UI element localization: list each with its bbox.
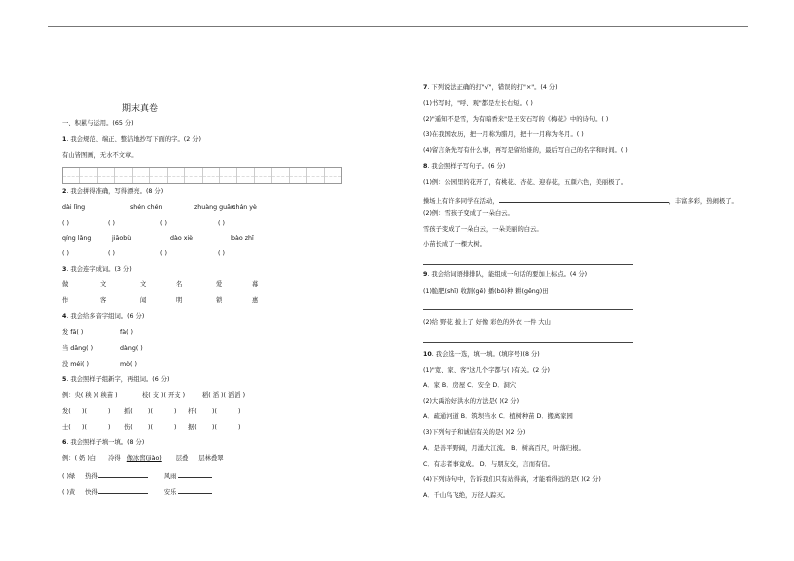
q5-blank[interactable]: ) xyxy=(108,424,111,431)
question-9: 9. 我会给词语排排队，能组成一句话的要加上标点。(4 分) xyxy=(423,271,588,278)
q5-blank[interactable]: )( xyxy=(212,424,217,431)
q10-options[interactable]: A．家 B．房屋 C．安全 D．洞穴 xyxy=(423,382,517,389)
q10-line[interactable]: (4)下列诗句中，告诉我们只有站得高，才能看得远的是( )(2 分) xyxy=(423,476,601,483)
q7-item[interactable]: (1)书写时，"呼、观"都是左长右短。( ) xyxy=(423,100,533,107)
question-6: 6. 我会照样子填一填。(8 分) xyxy=(62,439,145,446)
q5-blank[interactable]: 伤( xyxy=(124,424,133,431)
q5-blank[interactable]: )( xyxy=(148,408,153,415)
question-5: 5. 我会照样子组新字，再组词。(6 分) xyxy=(62,376,170,383)
char-item[interactable]: 锁 xyxy=(216,297,223,304)
q9-line: (2)给 野花 披上了 好像 彩色的外衣 一件 大山 xyxy=(423,319,551,326)
answer-blank[interactable] xyxy=(178,471,212,478)
q5-example-2: 枝( 支 )( 开支 ) xyxy=(142,392,186,399)
q5-blank[interactable]: ) xyxy=(238,424,241,431)
q6-example: 例：( 奶 )白 冷得 像冰窖(jiào) 层叠 层林叠翠 xyxy=(62,455,224,462)
answer-blank[interactable] xyxy=(98,487,148,494)
answer-blank[interactable] xyxy=(499,196,669,203)
q10-line[interactable]: (2)大禹治好洪水的方法是( )(2 分) xyxy=(423,398,520,405)
q5-blank[interactable]: 抓( xyxy=(124,408,133,415)
answer-paren[interactable]: ( ) xyxy=(108,220,115,227)
q10-options[interactable]: A．千山鸟飞绝，万径人踪灭。 xyxy=(423,492,510,499)
section-1-heading: 一、积累与运用。(65 分) xyxy=(62,120,134,127)
q9-line: (1)脆肥(shī) 收割(gē) 播(bō)种 耕(gēng)田 xyxy=(423,288,549,295)
q10-options[interactable]: C．有志者事竟成。 D．与朋友交，言而有信。 xyxy=(423,461,554,468)
char-item[interactable]: 惠 xyxy=(252,297,259,304)
char-item[interactable]: 作 xyxy=(62,297,69,304)
q7-item[interactable]: (2)"遥知不是雪，为有暗香来"是王安石写的《梅花》中的诗句。( ) xyxy=(423,116,609,123)
q10-line[interactable]: (1)"宽、家、客"这几个字都与( )有关。(2 分) xyxy=(423,367,551,374)
char-item[interactable]: 爱 xyxy=(216,281,223,288)
answer-paren[interactable]: ( ) xyxy=(62,250,69,257)
q6-line[interactable]: ( )黄 快得 安乐 xyxy=(62,487,212,496)
exam-title: 期末真卷 xyxy=(122,104,159,114)
polyphone-line[interactable]: 发 fā( ) xyxy=(62,329,84,336)
q8-line: 小苗长成了一棵大树。 xyxy=(423,241,486,248)
answer-paren[interactable]: ( ) xyxy=(160,220,167,227)
pinyin-7: dào xiè xyxy=(170,235,194,242)
question-1-text: 有山皆图画，无水不文章。 xyxy=(62,152,138,159)
answer-line[interactable] xyxy=(423,309,633,310)
answer-paren[interactable]: ( ) xyxy=(160,250,167,257)
answer-blank[interactable] xyxy=(178,487,212,494)
char-item[interactable]: 名 xyxy=(176,281,183,288)
pinyin-1: dài lǐng xyxy=(62,204,86,211)
q5-example-1: 例：央( 秧 )( 秧苗 ) xyxy=(62,392,118,399)
q8-line: (2)例：雪孩子变成了一朵白云。 xyxy=(423,210,514,217)
q7-item[interactable]: (3)在我国农历，把一月称为腊月，把十一月称为冬月。( ) xyxy=(423,131,584,138)
question-7: 7. 下列说法正确的打"√"，错误的打"×"。(4 分) xyxy=(423,84,558,91)
q5-blank[interactable]: 杆( xyxy=(188,408,197,415)
polyphone-line[interactable]: mò( ) xyxy=(120,361,137,368)
polyphone-line[interactable]: 当 dāng( ) xyxy=(62,345,94,352)
q10-options[interactable]: A．疏通河道 B．筑坝当水 C．植树种苗 D．搬离家园 xyxy=(423,413,573,420)
answer-paren[interactable]: ( ) xyxy=(218,250,225,257)
char-item[interactable]: 明 xyxy=(176,297,183,304)
q5-blank[interactable]: ) xyxy=(174,408,177,415)
polyphone-line[interactable]: fà( ) xyxy=(120,329,133,336)
q5-blank[interactable]: )( xyxy=(148,424,153,431)
q8-line[interactable]: 操场上有许多同学在活动， ，丰富多彩，热闹极了。 xyxy=(423,198,738,205)
q5-blank[interactable]: )( xyxy=(82,408,87,415)
polyphone-line[interactable]: 没 méi( ) xyxy=(62,361,89,368)
right-column xyxy=(397,0,794,561)
answer-paren[interactable]: ( ) xyxy=(108,250,115,257)
answer-line[interactable] xyxy=(423,264,633,265)
pinyin-4: chán yè xyxy=(232,204,257,211)
handwriting-grid xyxy=(62,167,342,184)
pinyin-6: jiāobù xyxy=(112,235,132,242)
q10-options[interactable]: A．是善平野阔，月涌大江流。 B．树高百尺，叶落归根。 xyxy=(423,445,585,452)
char-item[interactable]: 文 xyxy=(100,281,107,288)
answer-paren[interactable]: ( ) xyxy=(62,220,69,227)
q8-line: (1)例：公园里的花开了，有桃花、杏花、迎春花，五颜六色，美丽极了。 xyxy=(423,179,628,186)
char-item[interactable]: 闻 xyxy=(140,297,147,304)
q5-blank[interactable]: ) xyxy=(238,408,241,415)
q5-blank[interactable]: ) xyxy=(108,408,111,415)
q5-blank[interactable]: )( xyxy=(82,424,87,431)
q7-item[interactable]: (4)留言条先写有什么事，再写是留给谁的，最后写自己的名字和时间。( ) xyxy=(423,147,628,154)
char-item[interactable]: 幕 xyxy=(252,281,259,288)
answer-paren[interactable]: ( ) xyxy=(218,220,225,227)
pinyin-5: qíng lǎng xyxy=(62,235,92,242)
answer-blank[interactable] xyxy=(98,471,148,478)
question-8: 8. 我会照样子写句子。(6 分) xyxy=(423,163,506,170)
q5-blank[interactable]: )( xyxy=(212,408,217,415)
question-3: 3. 我会连字成词。(3 分) xyxy=(62,266,132,273)
pinyin-2: shén chén xyxy=(130,204,163,211)
pinyin-8: bào zhī xyxy=(231,235,254,242)
question-2: 2. 我会拼得准确，写得漂亮。(8 分) xyxy=(62,188,164,195)
q5-example-3: 稻( 滔 )( 滔滔 ) xyxy=(202,392,246,399)
pinyin-3: zhuàng guān xyxy=(194,204,235,211)
q6-line[interactable]: ( )绿 热得 风雨 xyxy=(62,471,212,480)
q10-line[interactable]: (3)下列句子和诚信有关的是( )(2 分) xyxy=(423,429,526,436)
q5-blank[interactable]: 士( xyxy=(62,424,71,431)
question-1: 1. 我会规范、端正、整洁地抄写下面的字。(2 分) xyxy=(62,136,201,143)
answer-line[interactable] xyxy=(423,342,633,343)
char-item[interactable]: 文 xyxy=(140,281,147,288)
char-item[interactable]: 客 xyxy=(100,297,107,304)
q5-blank[interactable]: ) xyxy=(174,424,177,431)
polyphone-line[interactable]: dàng( ) xyxy=(120,345,143,352)
q8-line: 雪孩子变成了一朵白云，一朵美丽的白云。 xyxy=(423,226,543,233)
question-4: 4. 我会给多音字组词。(6 分) xyxy=(62,313,145,320)
question-10: 10. 我会选一选，填一填。(填序号)(8 分) xyxy=(423,351,540,358)
char-item[interactable]: 做 xyxy=(62,281,69,288)
q5-blank[interactable]: 据( xyxy=(188,424,197,431)
q5-blank[interactable]: 发( xyxy=(62,408,71,415)
